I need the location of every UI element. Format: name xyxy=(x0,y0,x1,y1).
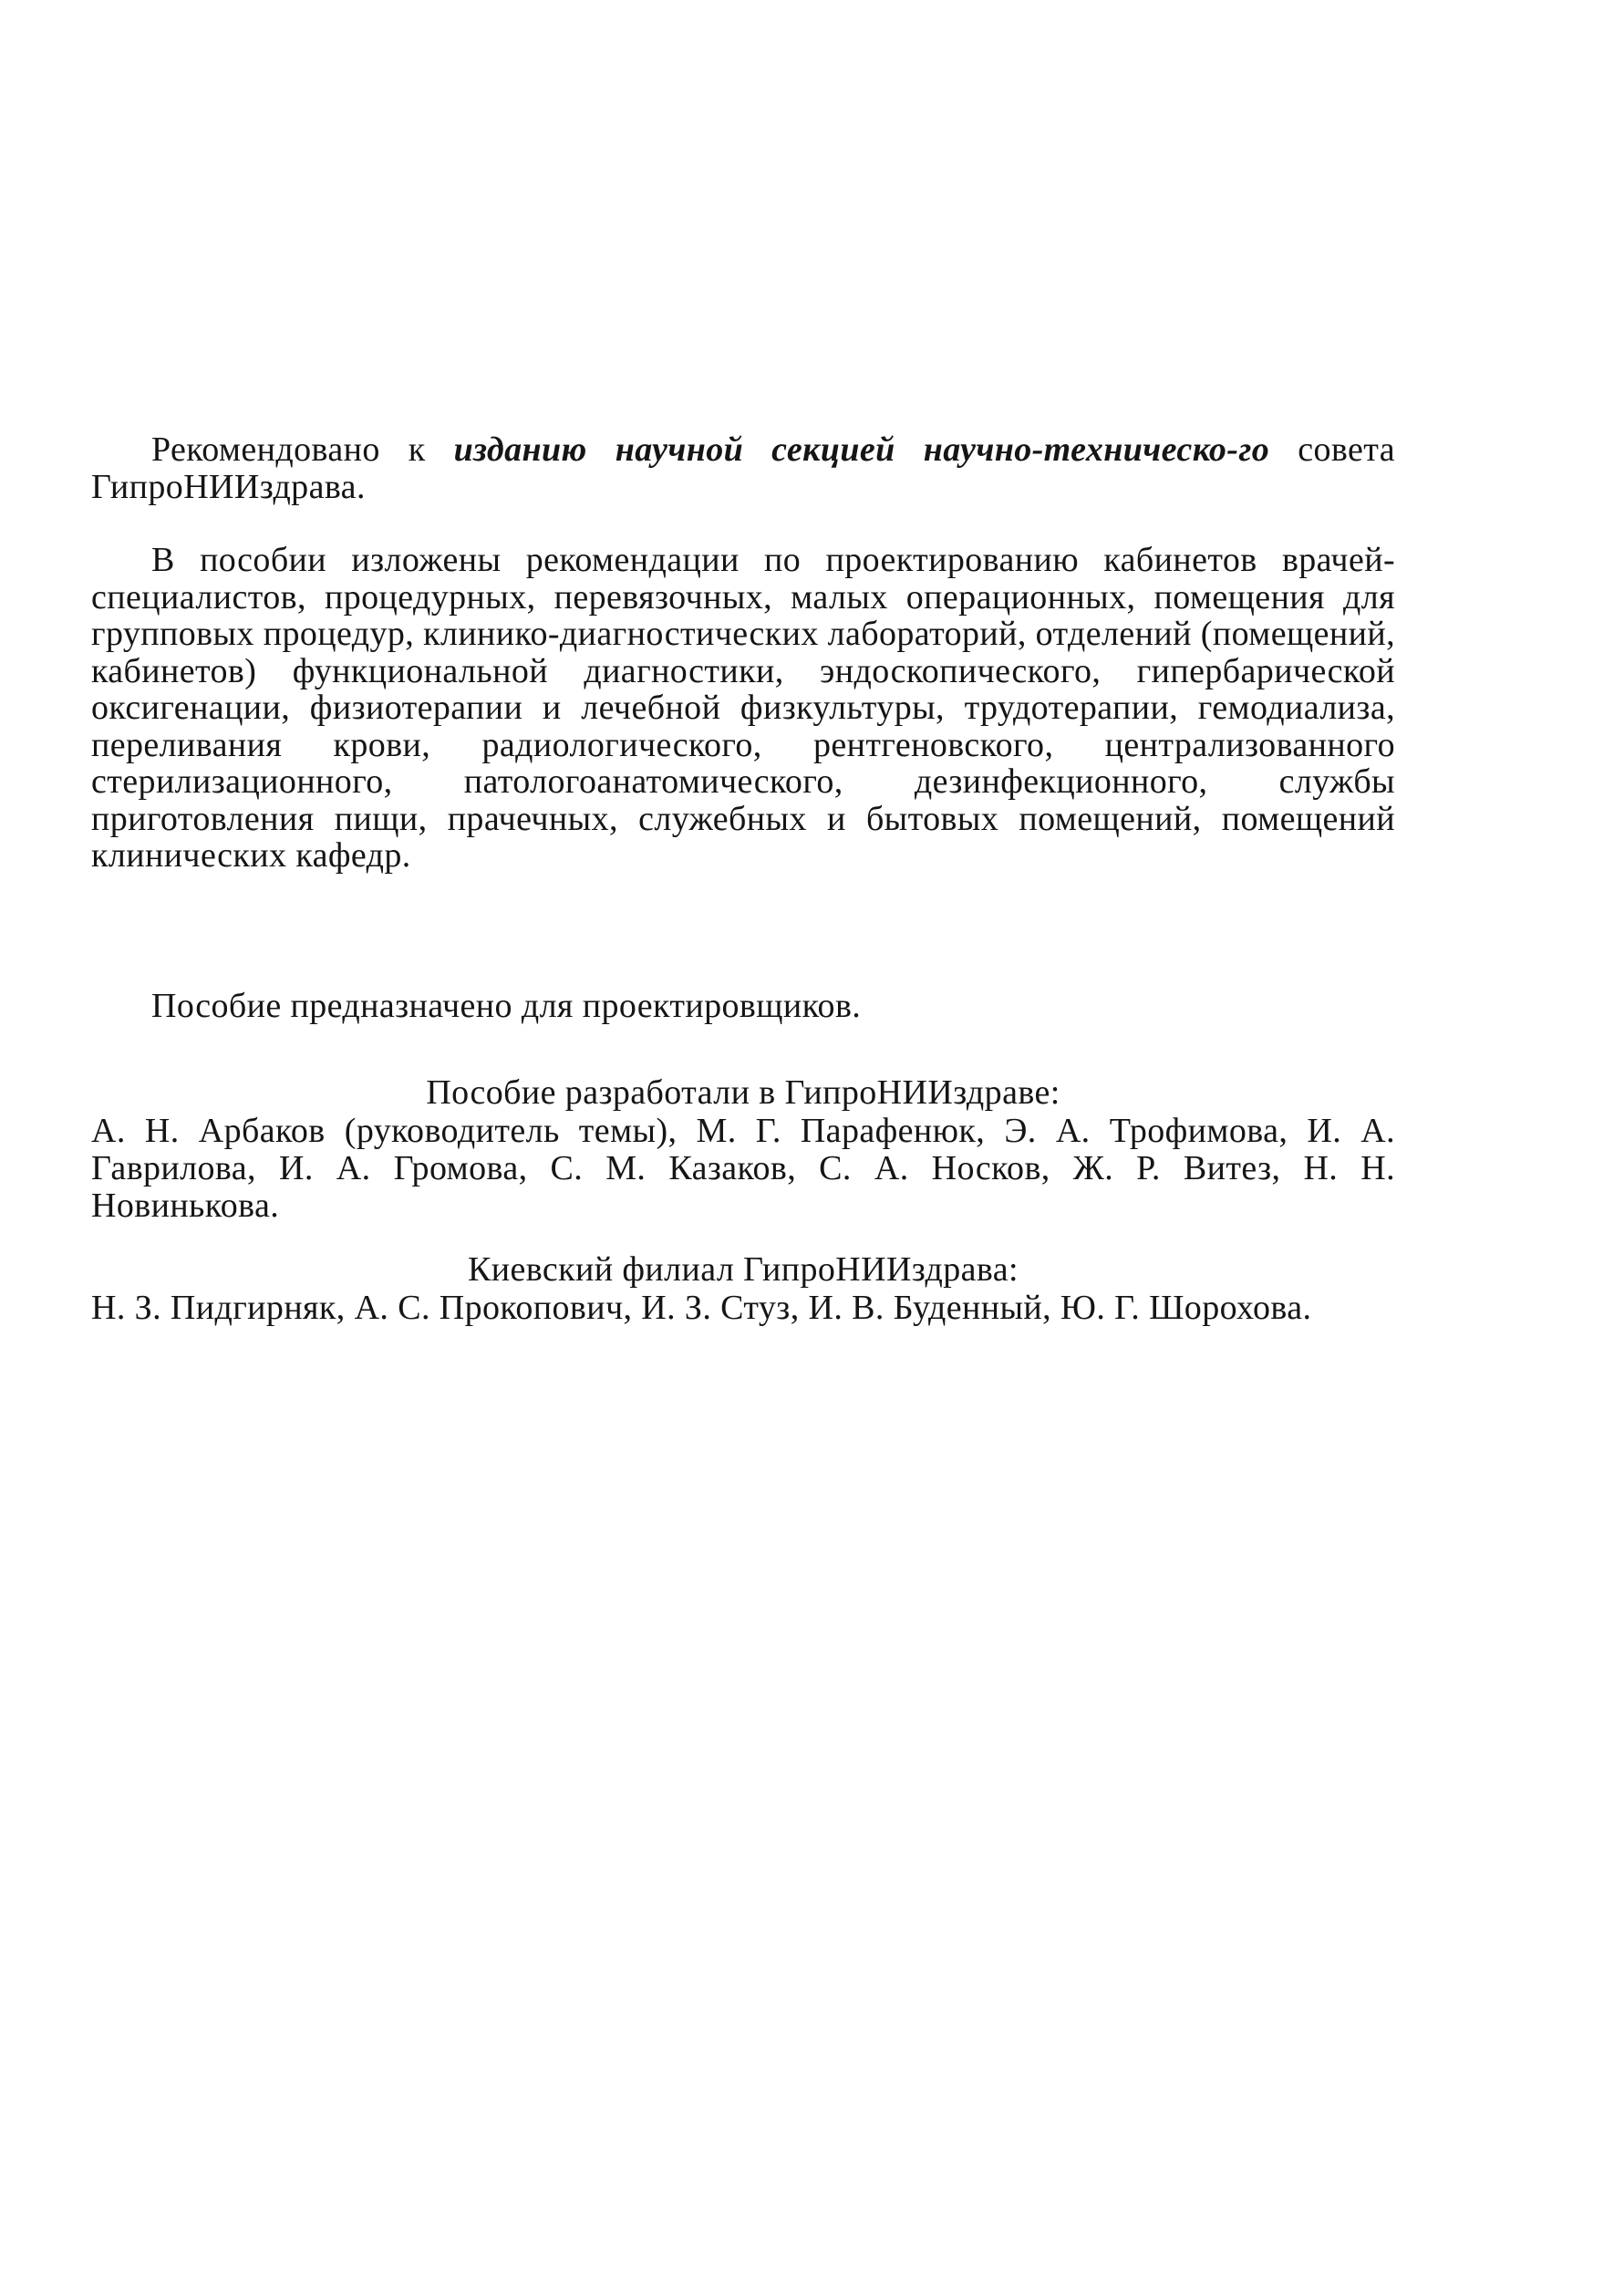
annotation-paragraph xyxy=(91,542,1395,875)
recommendation-paragraph xyxy=(91,431,1395,505)
purpose-paragraph xyxy=(91,988,1395,1025)
authors-names: А. Н. Арбаков (руководитель темы), М. Г. Парафенюк, Э. А. Трофимова, И. А. Гаврилова, И. А. Громова, С. М. Казаков, С. А. Носков, Ж. Р. Витез, Н. Н. Новинькова. xyxy=(91,1112,1395,1225)
kiev-branch-heading: Киевский филиал ГипроНИИздрава: xyxy=(468,1250,1019,1289)
recommendation-text xyxy=(91,431,1395,505)
annotation-text: В пособии изложены рекомендации по проектированию кабинетов врачей-специалистов, процедурных, перевязочных, малых операционных, помещения для групповых процедур, клинико-диагностических лабораторий, отделений (помещений, кабинетов) функциональной диагностики, эндоскопического, гипербарической оксигенации, физиотерапии и лечебной физкультуры, трудотерапии, гемодиализа, переливания крови, радиологического, рентгеновского, централизованного стерилизационного, патологоанатомического, дезинфекционного, службы приготовления пищи, прачечных, служебных и бытовых помещений, помещений клинических кафедр. xyxy=(91,541,1396,875)
authors-heading: Пособие разработали в ГипроНИИздраве: xyxy=(426,1073,1060,1112)
recommendation-prefix: Рекомендовано к xyxy=(151,430,454,469)
kiev-branch-names: Н. З. Пидгирняк, А. С. Прокопович, И. З. Стуз, И. В. Буденный, Ю. Г. Шорохова. xyxy=(91,1289,1312,1327)
recommendation-italic: изданию научной секцией научно-техническо-го xyxy=(453,430,1270,469)
purpose-text: Пособие предназначено для проектировщиков. xyxy=(151,987,862,1025)
recommendation-suffix: совета ГипроНИИздрава. xyxy=(91,430,1395,506)
